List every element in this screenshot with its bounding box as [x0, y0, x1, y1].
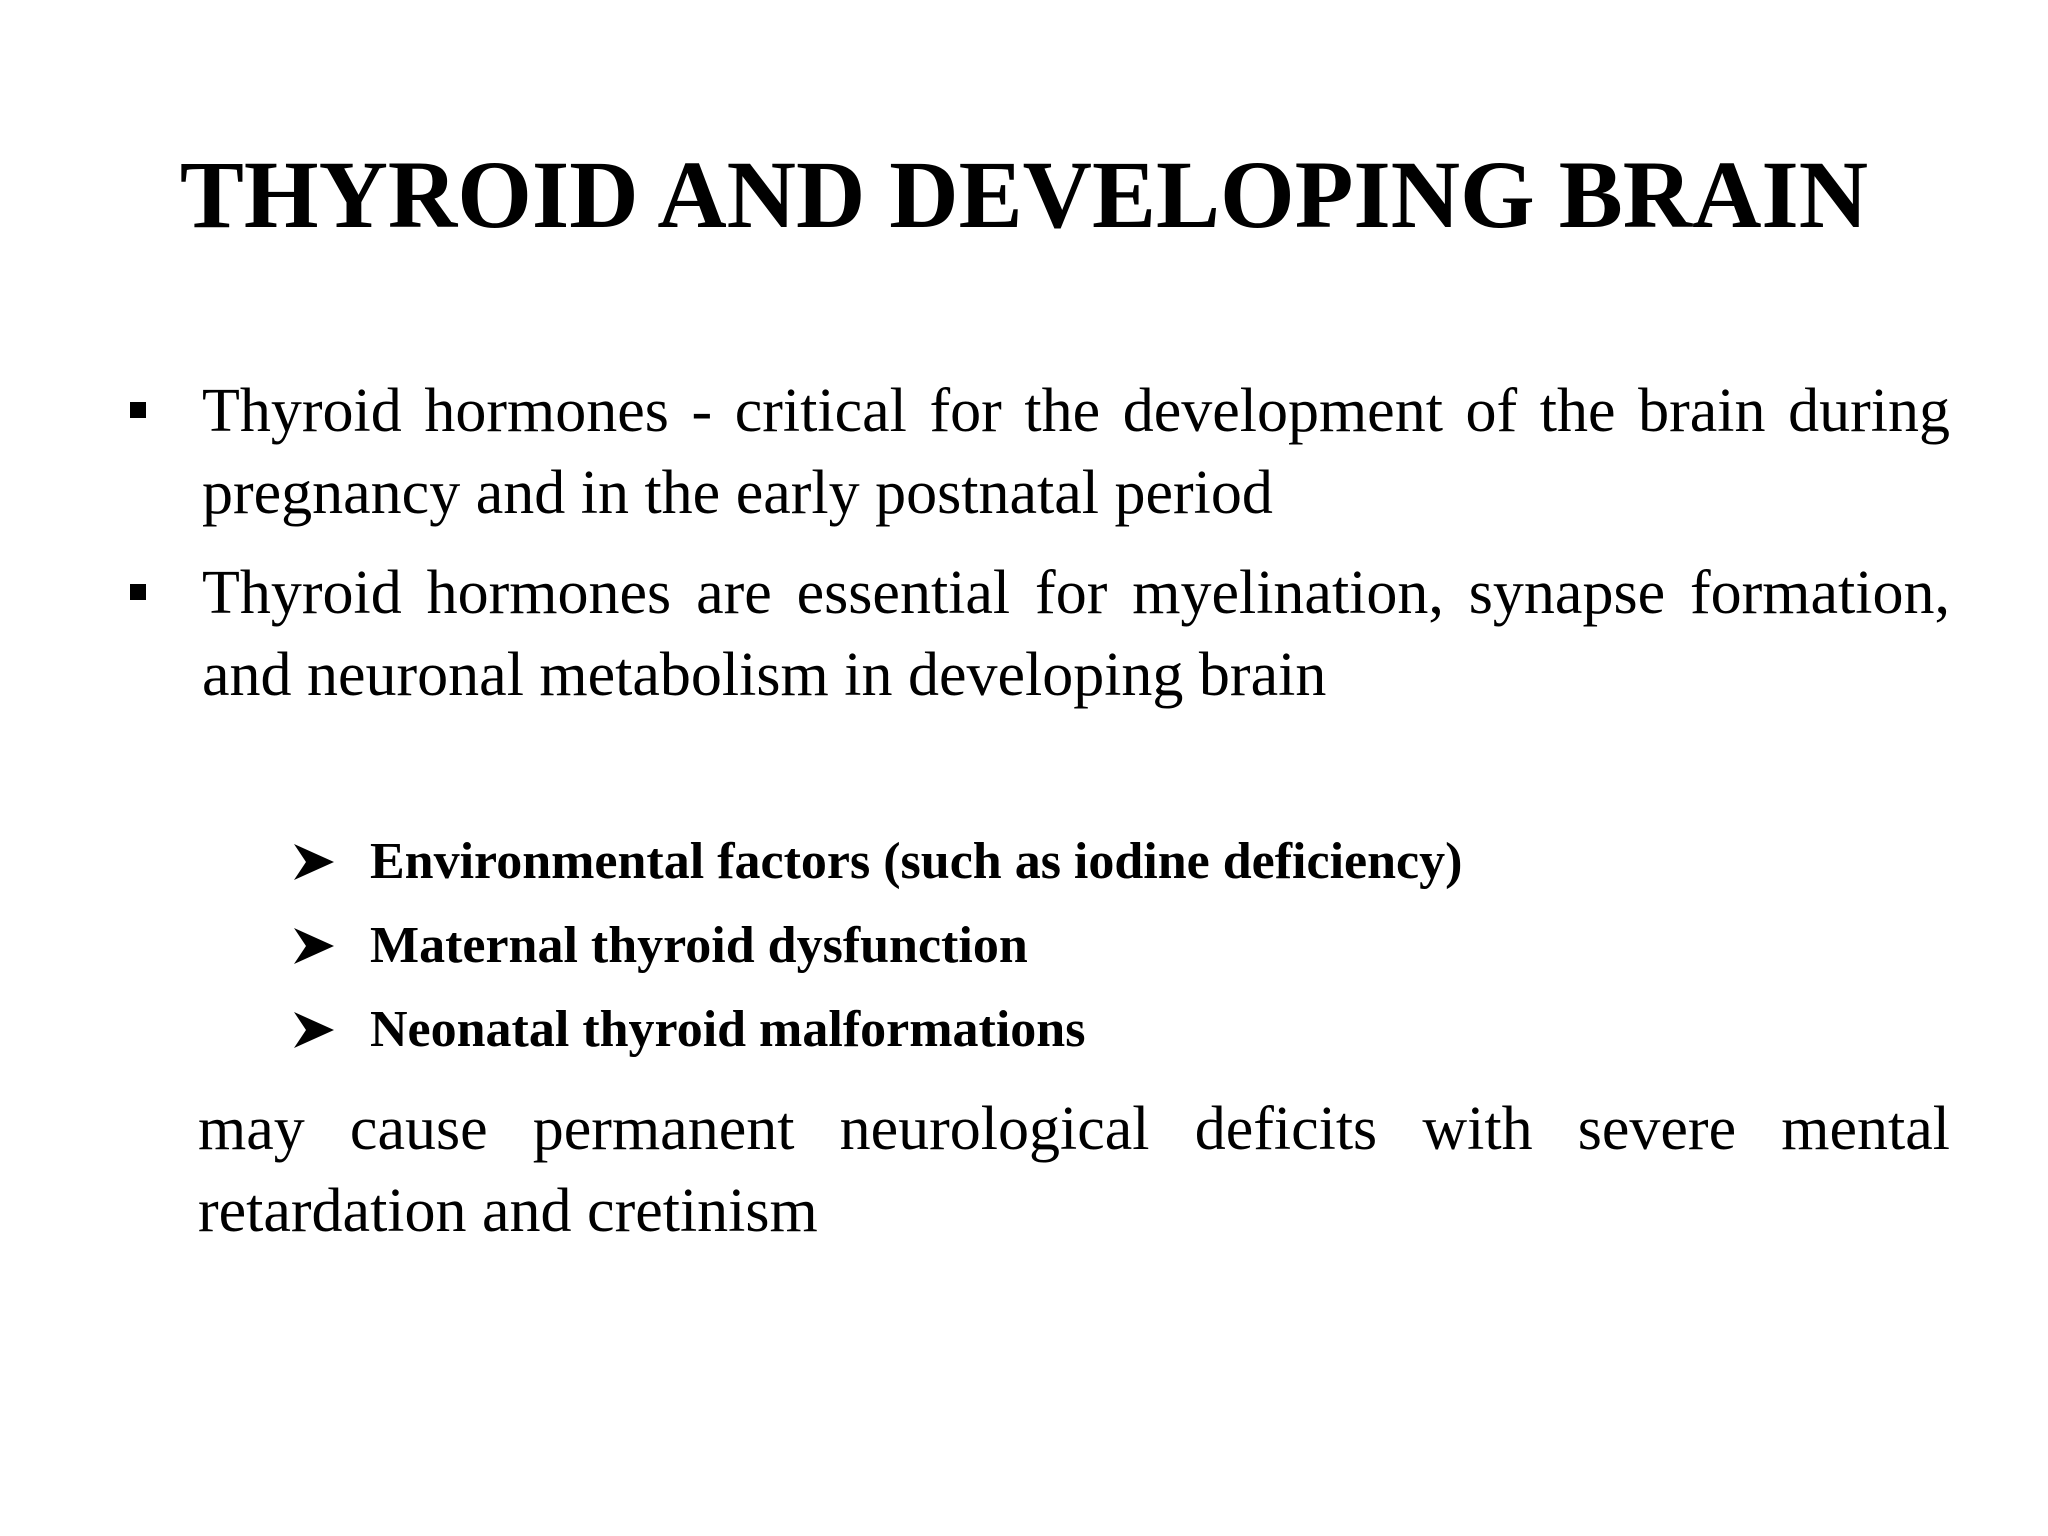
- sub-bullet-item: [292, 820, 1462, 904]
- arrowhead-bullet-icon: [292, 1010, 336, 1050]
- sub-bullet-list: [292, 820, 1462, 1072]
- conclusion-text: may cause permanent neurological deficits with severe mental retardation and cretinism: [198, 1095, 1950, 1245]
- sub-bullet-item: [292, 904, 1462, 988]
- sub-bullet-text: Environmental factors (such as iodine deficiency): [370, 833, 1463, 890]
- bullet-item: [120, 552, 1950, 716]
- slide-title: THYROID AND DEVELOPING BRAIN: [179, 141, 1869, 248]
- square-bullet-icon: [130, 402, 146, 418]
- arrowhead-bullet-icon: [292, 926, 336, 966]
- square-bullet-icon: [130, 584, 146, 600]
- bullet-text: Thyroid hormones are essential for myelination, synapse formation, and neuronal metabolism in developing brain: [202, 559, 1950, 709]
- arrowhead-bullet-icon: [292, 842, 336, 882]
- bullet-list: [120, 370, 1950, 734]
- bullet-item: [120, 370, 1950, 534]
- sub-bullet-text: Maternal thyroid dysfunction: [370, 917, 1028, 974]
- sub-bullet-item: [292, 988, 1462, 1072]
- sub-bullet-text: Neonatal thyroid malformations: [370, 1001, 1086, 1058]
- bullet-text: Thyroid hormones - critical for the development of the brain during pregnancy and in the early postnatal period: [202, 377, 1950, 527]
